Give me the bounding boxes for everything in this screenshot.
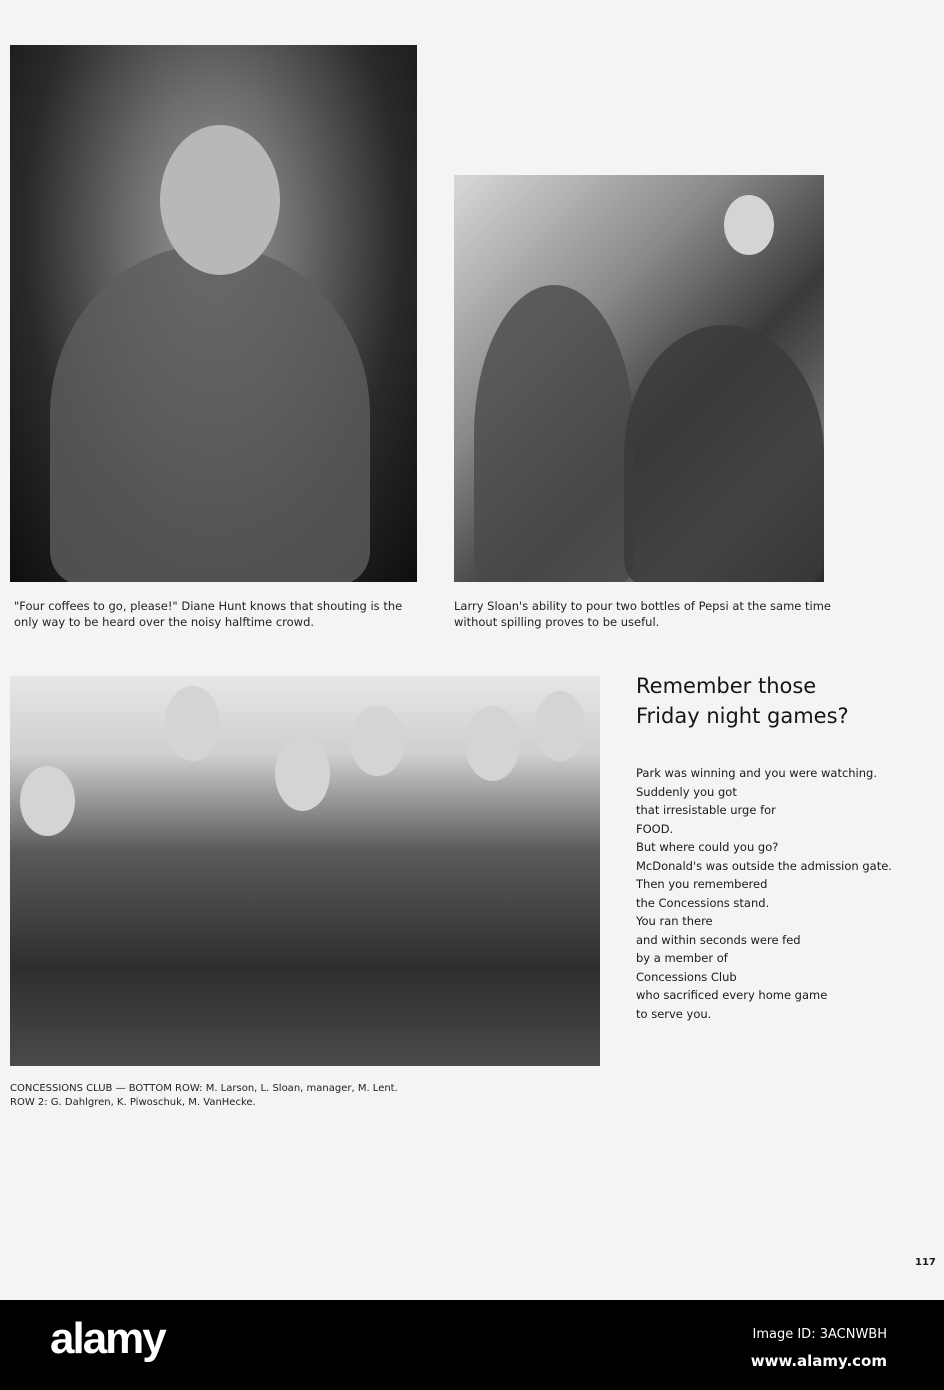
body-line: McDonald's was outside the admission gate. — [636, 858, 892, 873]
body-line: the Concessions stand. — [636, 895, 770, 910]
figure-silhouette — [474, 285, 634, 582]
figure-head — [350, 706, 405, 776]
watermark-site: www.alamy.com — [750, 1352, 887, 1370]
photo-diane-hunt-shouting — [10, 45, 417, 582]
body-line: and within seconds were fed — [636, 932, 801, 947]
figure-silhouette — [624, 325, 824, 582]
figure-head — [160, 125, 280, 275]
page-number: 117 — [915, 1257, 936, 1268]
caption-row-2: ROW 2: G. Dahlgren, K. Piwoschuk, M. VanHecke. — [10, 1097, 256, 1108]
watermark-bar — [0, 1300, 944, 1390]
article-body — [636, 764, 892, 1023]
body-line: Concessions Club — [636, 969, 737, 984]
body-line: But where could you go? — [636, 840, 779, 854]
figure-head — [20, 766, 75, 836]
figure-head — [535, 691, 585, 761]
body-line: Suddenly you got — [636, 784, 737, 799]
body-line: that irresistable urge for — [636, 803, 776, 817]
body-line: You ran there — [636, 914, 713, 928]
photo-larry-sloan-pouring — [454, 175, 824, 582]
photo-concessions-club-group — [10, 676, 600, 1066]
figure-head — [165, 686, 220, 761]
figure-head — [275, 736, 330, 811]
image-id: Image ID: 3ACNWBH — [752, 1327, 887, 1342]
alamy-logo: alamy — [50, 1314, 165, 1363]
group-photo-caption — [10, 1082, 450, 1110]
body-line: Park was winning and you were watching. — [636, 766, 878, 780]
body-line: Then you remembered — [636, 877, 768, 891]
body-line: by a member of — [636, 951, 728, 965]
figure-head — [724, 195, 774, 255]
figure-head — [465, 706, 520, 781]
article-heading: Remember those Friday night games? — [636, 674, 849, 728]
body-line: FOOD. — [636, 821, 674, 836]
body-line: to serve you. — [636, 1006, 712, 1021]
photo-caption-diane-hunt: "Four coffees to go, please!" Diane Hunt knows that shouting is the only way to be heard over the noisy halftime crowd. — [14, 599, 403, 629]
caption-bottom-row: CONCESSIONS CLUB — BOTTOM ROW: M. Larson, L. Sloan, manager, M. Lent. — [10, 1083, 398, 1094]
figure-silhouette — [50, 245, 370, 582]
photo-caption-larry-sloan: Larry Sloan's ability to pour two bottles of Pepsi at the same time without spilling proves to be useful. — [454, 599, 832, 629]
body-line: who sacrificed every home game — [636, 988, 828, 1002]
